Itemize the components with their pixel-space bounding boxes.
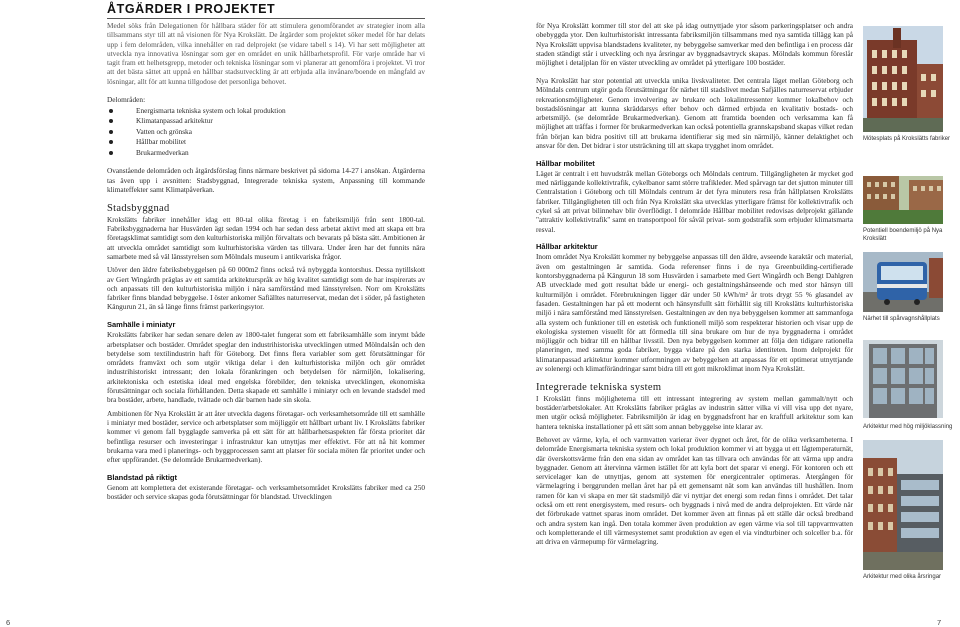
- blandstad-heading: Blandstad på riktigt: [107, 472, 178, 482]
- residential-environment-photo: [863, 176, 943, 224]
- left-column: [107, 21, 425, 502]
- page-title: ÅTGÄRDER I PROJEKTET: [107, 2, 276, 16]
- livskvaliteter-paragraph: Nya Krokslätt har stor potential att utveckla unika livskvaliteter. Det centrala läget mellan Göteborg och Mölndals centrum utgör goda förutsättningar för närhet till stadslivet medan Safjälles naturreservat erbjuder rekreationsmöjligheter. Genom involvering av brukare och lokalintressenter kommer lokalbehov och bostadslösningar att kunna skräddarsys efter behov och därmed erbjuda en kvalitativ bostads- och arbetsmiljö. (se delområde Brukarmedverkan). Genom att framtida boenden och verksamma kan få möjlighet att träffas i former för brukarmedverkan kan också potentiella grannskapsband skapas vilket redan från början kan bidra positivt till att brukarna identifierar sig med sin närmiljö, känner delaktighet och ansvar för den. Det bidrar i stor utsträckning till att skapa trygghet inom området.: [536, 75, 853, 151]
- photo-caption: Närhet till spårvagnshållplats: [863, 316, 940, 322]
- samhalle-paragraph-2: Ambitionen för Nya Krokslätt är att åter utveckla dagens företagar- och verksamhetsområde till ett samhälle i miniatyr med bostäder, service och arbetsplatser som möjliggör ett hållbart urbant liv. I Krokslätts fabriker kommer vi genom fall bygglagde samverka på ett sätt för att hållbarhetsaspekten får första prioritet där befintliga resurser och investeringar i infrastruktur kan utnyttjas mer effektivt. För att nå hit kommer brukarna vara med i planerings- och byggprocessen samt att platser för sociala möten får prioritet under och efter uppförandet. (Se delområde Brukarmedverkan).: [107, 408, 425, 465]
- stadsbyggnad-paragraph-1: Krokslätts fabriker innehåller idag ett 80-tal olika företag i en fabriksmiljö från sent 1800-tal. Fabriksbyggnaderna har Husvärden ägt sedan 1994 och har sedan dess arbetat aktivt med att skapa ett bra företagsklimat samtidigt som den kulturhistoriska miljön förvaltats och bevarats på bästa sätt. Ambitionen är att utveckla området samtidigt som kulturhistoriska värden tas tillvara. Under åren har det funnits nära samarbete med så väl länsstyrelsen som Mölndals museum i antikvariska frågor.: [107, 214, 425, 261]
- green-architecture-photo: [863, 340, 943, 418]
- page-number-right: 7: [937, 618, 942, 627]
- intro-paragraph: Medel söks från Delegationen för hållbara städer för att stimulera genomförandet av strategier inom alla tillsammans styr till att nå visionen för Nya Krokslätt. De åtgärder som projektet söker medel för har delats upp i fem delområden, vilka innehåller en rad delprojekt (se vidare tabell s 14). Vi har sett möjligheter att utveckla nya innovativa lösningar som ger en området en unik hållbarhetsprofil. För varje område har vi tagit fram ett helhetsgrepp, metoder och tekniska lösningar som vi planerar att genomföra i projektet. Vi tror att det bästa sättet att uppnå en hållbar stadsutveckling är att erbjuda alla invånare/boende en mångfald av lösningar, allt för att kunna tillgodose det personliga behovet.: [107, 21, 425, 86]
- stadsbyggnad-heading: Stadsbyggnad: [107, 202, 170, 214]
- arkitektur-heading: Hållbar arkitektur: [536, 242, 598, 252]
- list-item: Vatten och grönska: [107, 127, 425, 137]
- photo-caption: Potentiell boendemiljö på Nya Krokslätt: [863, 228, 943, 242]
- arkitektur-paragraph: Inom området Nya Krokslätt kommer ny bebyggelse anpassas till den äldre, avseende karaktär och material, även om gestaltningen är samtida. Goda referenser finns i de nya Greenbuilding-certifierade kontorsbyggnaderna på Kängurun 18 som Husvärden i samarbete med Gert Wingårdh och Bengt Dahlgren AB utvecklade med gott resultat både ur energi- och gestaltningshänseende och med stor hänsyn till kulturmiljön i området. Förebrukningen ligger där under 50 kWh/m² år trots drygt 55 % glasandel av fasaden. Gestaltningen har på ett modernt och hänsynsfullt sätt förhållit sig till Krokslätts kulturhistoriska miljö i nära samförstånd med länsstyrelsen. Gestaltningen av den nya bebyggelsen kommer att sammanfoga alla system och funktioner till en estetisk och funktionell miljö som respekterar historien och visar upp de ekologiska systemen visuellt för att förmedla till sina brukare om hur de nya byggnaderna i området möjliggör och bidrar till en hållbar livsstil. Den nya bebyggelsen kommer att följa den tidigare rationella planeringen, med samma goda fabriker, bygga vidare på den starka identiteten. Inom delprojekt för klimatanpassad arkitektur kommer utformningen av bebyggelsen att anpassas för ett optimerat utnyttjande av solenergi och klimatförändringar samt bidra till ett gott mikroklimat inom Nya Krokslätt.: [536, 252, 853, 373]
- tram-stop-photo: [863, 252, 943, 312]
- samhalle-heading: Samhälle i miniatyr: [107, 320, 176, 330]
- delomraden-list: [107, 106, 425, 158]
- list-item: Klimatanpassad arkitektur: [107, 116, 425, 126]
- list-item: Brukarmedverkan: [107, 148, 425, 158]
- list-item: Energismarta tekniska system och lokal produktion: [107, 106, 425, 116]
- page-number-left: 6: [6, 618, 11, 627]
- factory-meeting-place-photo: [863, 26, 943, 132]
- mobilitet-paragraph: Läget är centralt i ett huvudstråk mellan Göteborgs och Mölndals centrum. Tillgängligheten är mycket god med närliggande kollektivtrafik, cykelbanor samt större trafikleder. Med spårvagn tar det sjutton minuter till Centralstation i Göteborg och till Mölndals centrum är det fyra minuters resa från hållplatsen Krokslätts fabriker. Tillgängligheten till och från Nya Krokslätt ska utvecklas ytterligare främst för kollektivtrafik och cykel så att privat bilinnehav blir överflödigt. I delområde Hållbar mobilitet redovisas delprojekt gällande "attraktiv kollektivtrafik" samt en transportpool för såväl privat- som godstrafik som erbjuder klimatsmarta resval.: [536, 168, 853, 234]
- stadsbyggnad-paragraph-2: Utöver den äldre fabriksbebyggelsen på 60 000m2 finns också två nybyggda kontorshus. Dessa nytillskott av Gert Wingårdh präglas av ett samtida arkitekturspråk av hög kvalitet samtidigt som de har inspirerats av och anpassats till den kulturhistoriska miljön i nära samförstånd med länsstyrelsen. Norr om Krokslätts fabriker finns blandad bebyggelse. I öster ankomer Safiälltes naturreservat, medan det i söder, på fastigheten Kängurun 21, än så länge finns främst parkeringsytor.: [107, 265, 425, 312]
- photo-caption: Arkitektur med hög miljöklassning: [863, 424, 953, 430]
- title-rule: [107, 18, 425, 19]
- delomraden-note: Ovanstående delområden och åtgärdsförslag finns närmare beskrivet på sidorna 14-27 i ansökan. Åtgärderna tas även upp i avsnitten: Stadsbyggnad, Integrerade tekniska system, Anpassning till kommande klimateffekter samt Klimatpåverkan.: [107, 166, 425, 194]
- right-column: [536, 21, 853, 547]
- architecture-year-rings-photo: [863, 440, 943, 570]
- blandstad-paragraph-1: Genom att komplettera det existerande företagar- och verksamhetsområdet Krokslätts fabriker med ca 250 bostäder och service skapas goda förutsättningar för blandstad. Utvecklingen: [107, 482, 425, 502]
- integrerade-heading: Integrerade tekniska system: [536, 381, 662, 393]
- photo-caption: Mötesplats på Krokslätts fabriker: [863, 136, 951, 142]
- mobilitet-heading: Hållbar mobilitet: [536, 158, 595, 168]
- delomraden-label: Delområden:: [107, 94, 146, 104]
- list-item: Hållbar mobilitet: [107, 137, 425, 147]
- intro-continued-paragraph: för Nya Krokslätt kommer till stor del att ske på idag outnyttjade ytor såsom parkeringsplatser och andra obebyggda ytor. Den kulturhistoriskt intressanta fabriksmiljön tillsammans med nya samtida tillägg kan på Nya Krokslätt uppvisa blandstadens kvaliteter, ny bebyggelse samverkar med den befintliga i en process där staden ständigt står i utveckling och nya årsringar av byggnadsavtryck skapas. Mölndals kommun föreslår möjlighet i detaljplan för en väster utveckling av området på ytterligare 100 bostäder.: [536, 21, 853, 68]
- integrerade-paragraph-2: Behovet av värme, kyla, el och varmvatten varierar över dygnet och året, för de olika verksamheterna. I delområde Energismarta tekniska system och lokal produktion kommer vi att bygga ut ett lågtemperaturnät, där överskottsvärme från den ena sidan av området kan tas tillvara och användas för att värma upp andra byggnader. Genom att återvinna värmen istället för att kyla bort det sparar vi energi. För kontoren och ett servicelager kan de utnyttjas, genom att systemen för energicentraler optimeras. Återgången för värmelagring i berggrunden mellan året har på ett gemensamt nät som kan användas till hushållen. Inom ramen för kan vi skapa en mer tät stadsmiljö där vi nyttjar det energi som redan finns i området. Det talar också om ett rent energisystem, med resurs- och byggnads i nivå med de andra delprojekten. Ett värde när det förbrukade vattnet sparas inom området. Det kommer även att finnas på ett ställe där också bredband och andra system kan ingå. Den totala kommer även produktion av egen värme via sol till tappvarmvatten och kompletterande el till värmesystemet samt produktion av egen el via vindturbiner och solceller b.a. för att driva en värmepump för värmelagring.: [536, 434, 853, 547]
- photo-caption: Arkitektur med olika årsringar: [863, 574, 942, 580]
- integrerade-paragraph-1: I Krokslätt finns möjligheterna till ett intressant integrering av system mellan gammalt/nytt och bostäder/arbetslokaler. Att Krokslätts fabriker präglas av industrin sätter vilka vi vill visa upp det nyare, men utgör också möjligheter. Fabriksmiljön är idag en byggnadsfront har en kraftfull arkitektur som kan hantera tekniska installationer på ett sätt som annan bebyggelse inte klarar av.: [536, 393, 853, 431]
- samhalle-paragraph-1: Krokslätts fabriker har sedan senare delen av 1800-talet fungerat som ett fabriksamhälle som inrymt både arbetsplatser och bostäder. Området speglar den industrihistoriska utvecklingen utmed Mölndalsån och den betydelse som textilindustrin haft för Göteborg. Det finns flera variabler som gett förutsättningar för områdets framväxt och som utgör viktiga delar i den kulturhistoriska miljön och gör området industrihistoriskt intressant; den lokala förankringen och betydelsen för närmiljön, lokalisering, arkitektoniska och estetiska ideal med engelska förebilder, den tekniska utvecklingen, ekonomiska förutsättningar och sociala förhållanden. Detta skapade ett samhälle i miniatyr och en levande stadsdel med bra bostäder, arbete, handlade, tvättade och där barnen hade sin skola.: [107, 330, 425, 405]
